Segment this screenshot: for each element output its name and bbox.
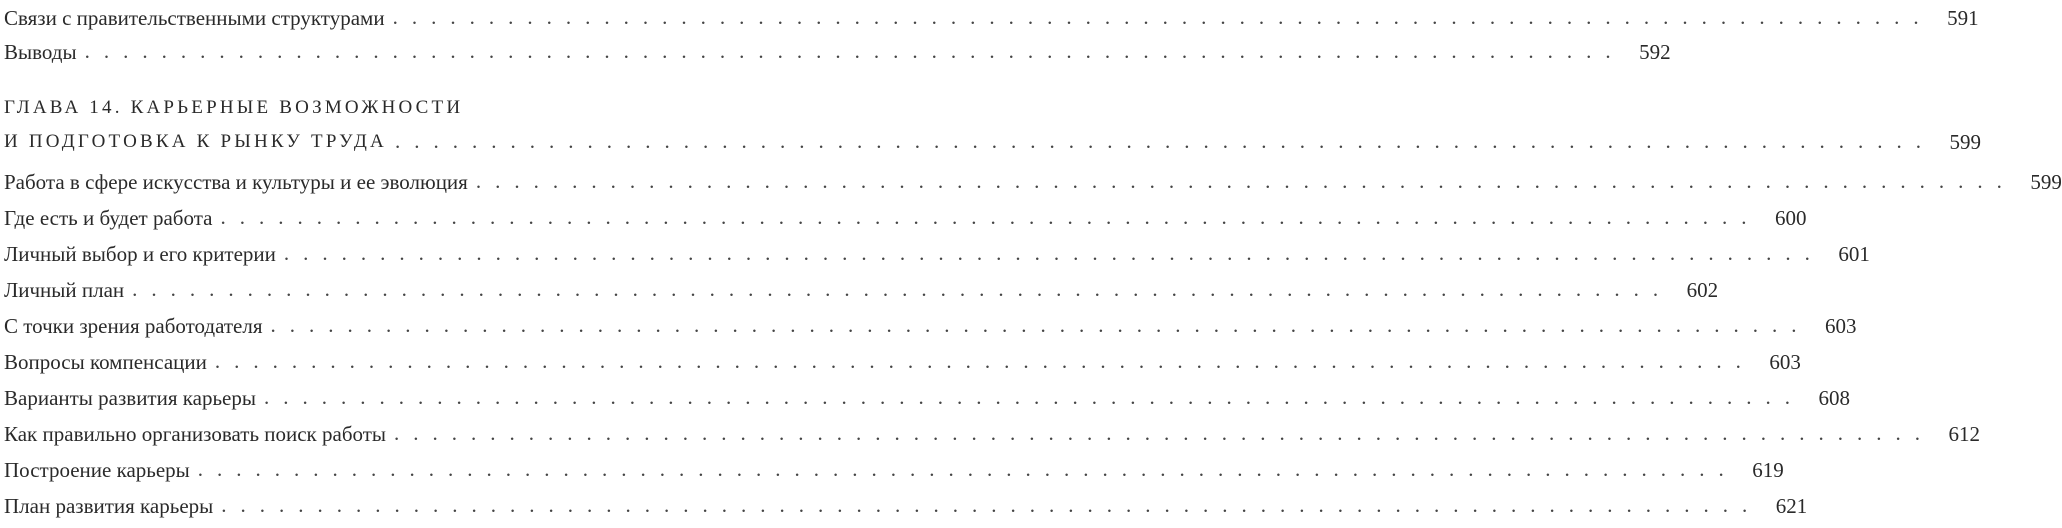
dot-leader: ................................................................................ [394, 421, 1935, 445]
dot-leader: ................................................................................ [197, 457, 1738, 481]
dot-leader: ................................................................................ [394, 129, 1935, 153]
toc-entry [4, 482, 1808, 518]
toc-entry-page: 600 [1760, 206, 1806, 230]
dot-leader: ................................................................................ [84, 39, 1625, 63]
toc-entry-title: Личный выбор и его критерии [4, 242, 284, 266]
dot-leader: ................................................................................ [220, 205, 1761, 229]
dot-leader: ................................................................................ [221, 493, 1762, 517]
toc-entry-title: Связи с правительственными структурами [4, 6, 393, 30]
dot-leader: ................................................................................ [270, 313, 1811, 337]
toc-entry-title: С точки зрения работодателя [4, 314, 271, 338]
toc-entry [4, 194, 1807, 230]
section-gap [4, 64, 781, 100]
toc-entry-page: 612 [1934, 422, 1980, 446]
toc-entry [4, 302, 1857, 338]
chapter-heading-text-2: И ПОДГОТОВКА К РЫНКУ ТРУДА [4, 130, 395, 154]
toc-entry-title: План развития карьеры [4, 494, 221, 518]
toc-entry [4, 230, 1870, 266]
dot-leader: ................................................................................ [132, 277, 1673, 301]
toc-entry-page: 621 [1761, 494, 1807, 518]
dot-leader: ................................................................................ [214, 349, 1755, 373]
toc-entry-page: 603 [1755, 350, 1801, 374]
dot-leader: ................................................................................ [283, 241, 1824, 265]
toc-entry-title: Варианты развития карьеры [4, 386, 264, 410]
toc-entry [4, 410, 1981, 446]
chapter-heading-text: ГЛАВА 14. КАРЬЕРНЫЕ ВОЗМОЖНОСТИ [4, 97, 464, 118]
dot-leader: ................................................................................ [475, 169, 2016, 193]
chapter-heading-line1 [4, 97, 781, 120]
toc-entry-page: 601 [1824, 242, 1870, 266]
toc-entry-title: Работа в сфере искусства и культуры и ее эволюция [4, 170, 476, 194]
toc-entry-title: Выводы [4, 40, 85, 64]
toc-entry-title: Как правильно организовать поиск работы [4, 422, 394, 446]
toc-entry-page: 591 [1933, 6, 1979, 30]
toc-entry [4, 0, 1979, 30]
toc-entry-page: 599 [2016, 170, 2062, 194]
toc-entry-title: Личный план [4, 278, 132, 302]
toc-entry [4, 446, 1784, 482]
toc-entry [4, 374, 1850, 410]
table-of-contents [4, 0, 2062, 518]
toc-entry-title: Где есть и будет работа [4, 206, 220, 230]
toc-entry-page: 592 [1625, 40, 1671, 64]
dot-leader: ................................................................................ [263, 385, 1804, 409]
toc-entry [4, 154, 2062, 194]
toc-entry-page: 608 [1804, 386, 1850, 410]
toc-entry-page: 603 [1811, 314, 1857, 338]
toc-entry-page: 602 [1672, 278, 1718, 302]
toc-entry [4, 266, 1719, 302]
toc-entry-page: 619 [1738, 458, 1784, 482]
dot-leader: ................................................................................ [392, 5, 1933, 29]
toc-entry [4, 338, 1801, 374]
toc-entry [4, 30, 1671, 64]
chapter-page: 599 [1935, 130, 1981, 154]
toc-entry-title: Вопросы компенсации [4, 350, 215, 374]
chapter-heading-line2 [4, 120, 1981, 154]
toc-entry-title: Построение карьеры [4, 458, 198, 482]
